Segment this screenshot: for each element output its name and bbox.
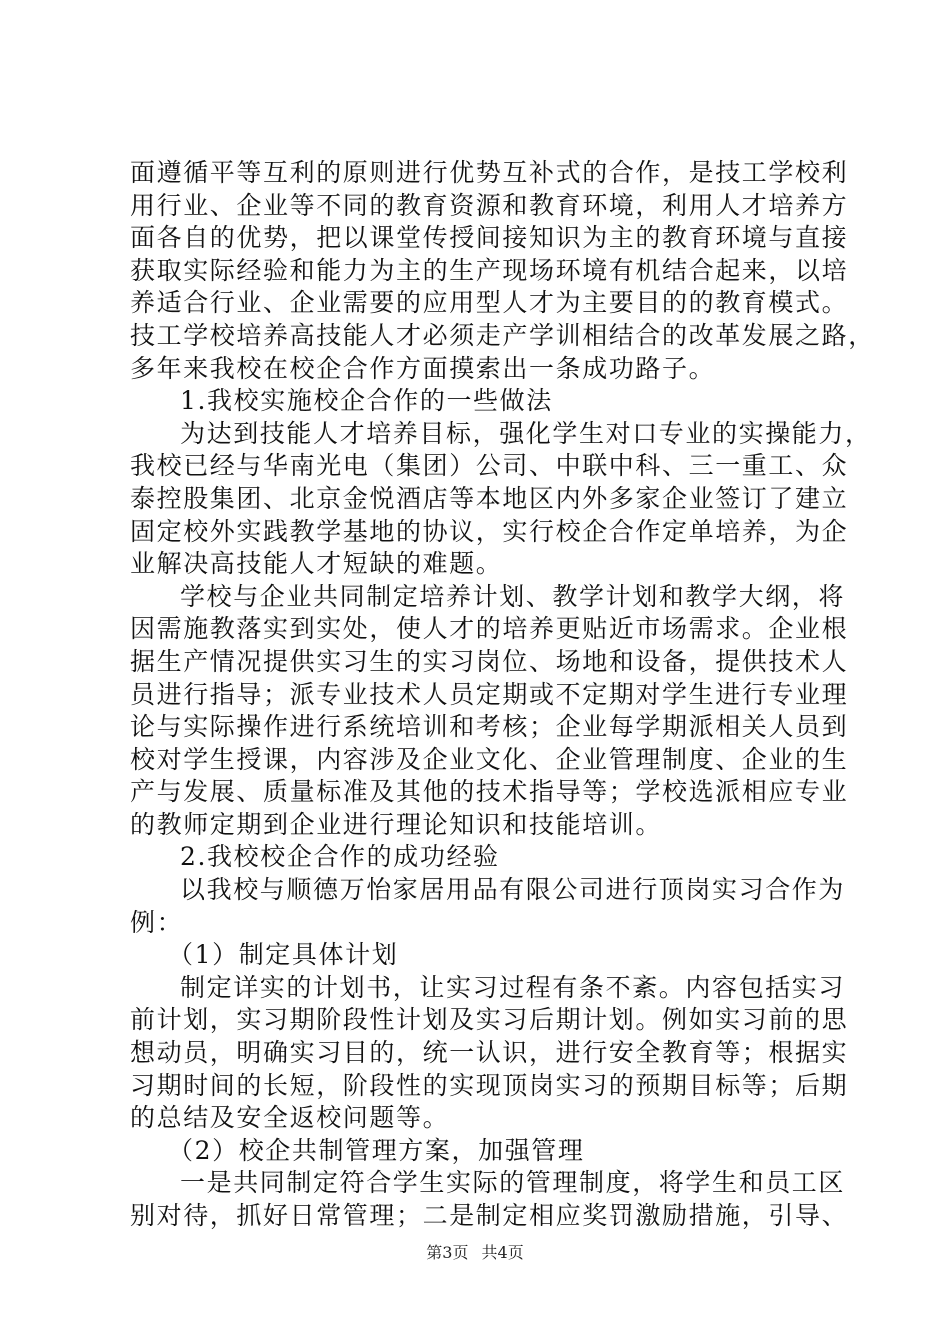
text-line: 的总结及安全返校问题等。 [130, 1103, 450, 1133]
text-line: 固定校外实践教学基地的协议，实行校企合作定单培养，为企 [130, 516, 849, 546]
subsection-heading: （2）校企共制管理方案，加强管理 [168, 1135, 585, 1165]
text-line: 别对待，抓好日常管理；二是制定相应奖罚激励措施，引导、 [130, 1201, 849, 1230]
text-line: 泰控股集团、北京金悦酒店等本地区内外多家企业签订了建立 [130, 483, 849, 513]
page-total: 共4页 [481, 1243, 524, 1262]
subsection-heading: （1）制定具体计划 [168, 940, 399, 970]
text-line: 据生产情况提供实习生的实习岗位、场地和设备，提供技术人 [130, 646, 849, 676]
text-line: 为达到技能人才培养目标，强化学生对口专业的实操能力， [180, 418, 872, 448]
text-line: 学校与企业共同制定培养计划、教学计划和教学大纲，将 [180, 581, 846, 611]
text-line: 养适合行业、企业需要的应用型人才为主要目的的教育模式。 [130, 288, 849, 318]
text-line: 技工学校培养高技能人才必须走产学训相结合的改革发展之路， [130, 320, 875, 350]
text-line: 例： [130, 907, 184, 937]
text-line: 员进行指导；派专业技术人员定期或不定期对学生进行专业理 [130, 679, 849, 709]
text-line: 以我校与顺德万怡家居用品有限公司进行顶岗实习合作为 [180, 875, 846, 905]
text-line: 前计划，实习期阶段性计划及实习后期计划。例如实习前的思 [130, 1005, 849, 1035]
text-line: 习期时间的长短，阶段性的实现顶岗实习的预期目标等；后期 [130, 1070, 849, 1100]
text-line: 产与发展、质量标准及其他的技术指导等；学校选派相应专业 [130, 777, 849, 807]
text-line: 面各自的优势，把以课堂传授间接知识为主的教育环境与直接 [130, 223, 849, 253]
text-line: 因需施教落实到实处，使人才的培养更贴近市场需求。企业根 [130, 614, 849, 644]
text-line: 制定详实的计划书，让实习过程有条不紊。内容包括实习 [180, 972, 846, 1002]
text-line: 想动员，明确实习目的，统一认识，进行安全教育等；根据实 [130, 1038, 849, 1068]
text-line: 获取实际经验和能力为主的生产现场环境有机结合起来，以培 [130, 255, 849, 285]
text-line: 用行业、企业等不同的教育资源和教育环境，利用人才培养方 [130, 190, 849, 220]
text-line: 论与实际操作进行系统培训和考核；企业每学期派相关人员到 [130, 712, 849, 742]
page-number: 第3页 [426, 1243, 469, 1262]
text-line: 我校已经与华南光电（集团）公司、中联中科、三一重工、众 [130, 451, 849, 481]
text-line: 一是共同制定符合学生实际的管理制度，将学生和员工区 [180, 1168, 846, 1198]
section-heading: 1.我校实施校企合作的一些做法 [180, 386, 553, 416]
text-line: 校对学生授课，内容涉及企业文化、企业管理制度、企业的生 [130, 744, 849, 774]
text-line: 面遵循平等互利的原则进行优势互补式的合作，是技工学校利 [130, 158, 849, 187]
body-text [130, 157, 875, 1233]
text-line: 多年来我校在校企合作方面摸索出一条成功路子。 [130, 353, 716, 383]
text-line: 业解决高技能人才短缺的难题。 [130, 549, 503, 579]
text-line: 的教师定期到企业进行理论知识和技能培训。 [130, 809, 663, 839]
section-heading: 2.我校校企合作的成功经验 [180, 842, 500, 872]
page-footer [0, 1242, 950, 1264]
